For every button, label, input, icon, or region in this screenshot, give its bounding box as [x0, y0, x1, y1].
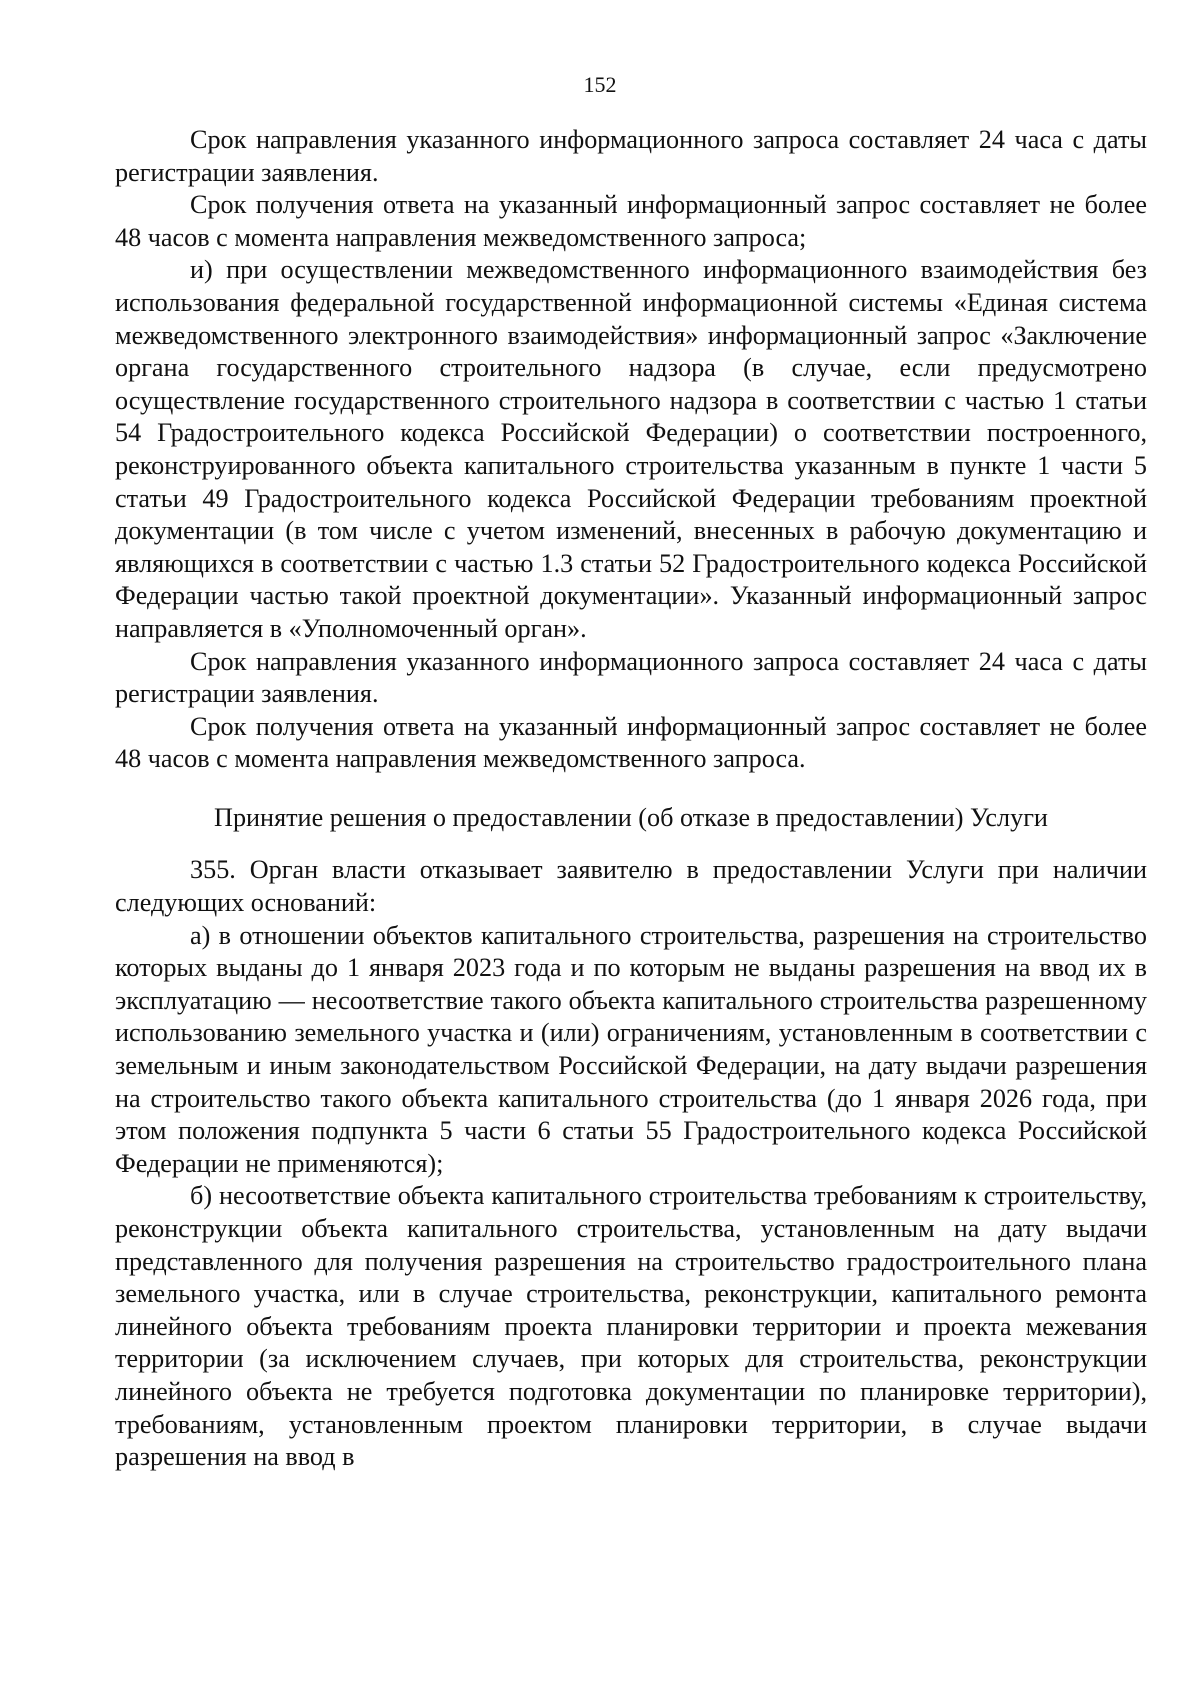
paragraph: Срок получения ответа на указанный информационный запрос составляет не более 48 часов с момента направления межведомственного запроса; — [115, 190, 1147, 252]
paragraph: Срок направления указанного информационного запроса составляет 24 часа с даты регистрации заявления. — [115, 646, 1147, 709]
section-heading: Принятие решения о предоставлении (об отказе в предоставлении) Услуги — [214, 802, 1048, 832]
paragraph: Срок направления указанного информационного запроса составляет 24 часа с даты регистрации заявления. — [115, 125, 1147, 187]
document-body — [115, 124, 1147, 1474]
paragraph: б) несоответствие объекта капитального строительства требованиям к строительству, реконструкции объекта капитального строительства, установленным на дату выдачи представленного для получения разрешения на строительство градостроительного плана земельного участка, или в случае строительства, реконструкции, капитального ремонта линейного объекта требованиям проекта планировки территории и проекта межевания территории (за исключением случаев, при которых для строительства, реконструкции линейного объекта не требуется подготовка документации по планировке территории), требованиям, установленным проектом планировки территории, в случае выдачи разрешения на ввод в — [115, 1181, 1147, 1472]
paragraph: Срок получения ответа на указанный информационный запрос составляет не более 48 часов с момента направления межведомственного запроса. — [115, 711, 1147, 774]
paragraph: 355. Орган власти отказывает заявителю в предоставлении Услуги при наличии следующих оснований: — [115, 855, 1147, 918]
paragraph: и) при осуществлении межведомственного информационного взаимодействия без использования федеральной государственной информационной системы «Единая система межведомственного электронного взаимодействия» информационный запрос «Заключение органа государственного строительного надзора (в случае, если предусмотрено осуществление государственного строительного надзора в соответствии с частью 1 статьи 54 Градостроительного кодекса Российской Федерации) о соответствии построенного, реконструированного объекта капитального строительства указанным в пункте 1 части 5 статьи 49 Градостроительного кодекса Российской Федерации требованиям проектной документации (в том числе с учетом изменений, внесенных в рабочую документацию и являющихся в соответствии с частью 1.3 статьи 52 Градостроительного кодекса Российской Федерации частью такой проектной документации». Указанный информационный запрос направляется в «Уполномоченный орган». — [115, 255, 1147, 643]
page-number: 152 — [583, 72, 617, 97]
paragraph: а) в отношении объектов капитального строительства, разрешения на строительство которых выданы до 1 января 2023 года и по которым не выданы разрешения на ввод их в эксплуатацию — несоответствие такого объекта капитального строительства разрешенному использованию земельного участка и (или) ограничениям, установленным в соответствии с земельным и иным законодательством Российской Федерации, на дату выдачи разрешения на строительство такого объекта капитального строительства (до 1 января 2026 года, при этом положения подпункта 5 части 6 статьи 55 Градостроительного кодекса Российской Федерации не применяются); — [115, 920, 1147, 1178]
